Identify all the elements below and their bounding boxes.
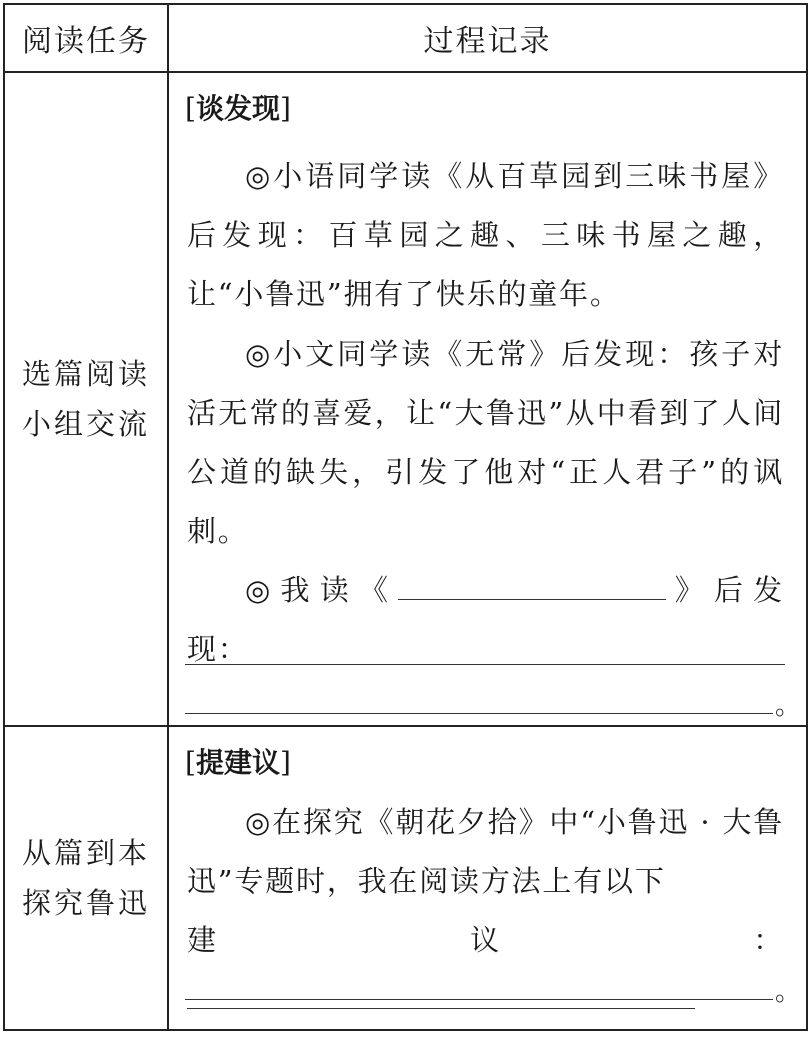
task-label-line1: 从篇到本 — [21, 836, 150, 870]
table-header-row — [4, 4, 807, 72]
end-period: 。 — [775, 977, 802, 1007]
section-title: 谈发现 — [195, 92, 280, 125]
table-row — [4, 72, 807, 726]
finding-paragraph-3: ◎我读《 》后发现： — [187, 561, 784, 679]
header-process-record: 过程记录 — [168, 4, 807, 72]
book-title-blank[interactable] — [398, 563, 666, 600]
record-cell-suggestions — [168, 726, 807, 1030]
task-label-line2: 小组交流 — [21, 407, 150, 441]
finding-paragraph-1: ◎小语同学读《从百草园到三味书屋》后发现：百草园之趣、三味书屋之趣，让“小鲁迅”拥有了快乐的童年。 — [187, 159, 784, 311]
task-cell-explore-luxun — [4, 726, 168, 1030]
table-row — [4, 726, 807, 1030]
section-heading-findings: [谈发现] — [185, 92, 291, 125]
task-label-line1: 选篇阅读 — [21, 357, 150, 391]
finding-paragraph-2: ◎小文同学读《无常》后发现：孩子对活无常的喜爱，让“大鲁迅”从中看到了人间公道的缺失，引发了他对“正人君子”的讽刺。 — [187, 337, 784, 548]
section-title: 提建议 — [195, 746, 280, 779]
end-period: 。 — [775, 691, 802, 721]
header-reading-task: 阅读任务 — [4, 4, 168, 72]
suggestion-prompt: 建议： — [187, 911, 784, 1029]
answer-line-1[interactable] — [185, 664, 785, 665]
suggestion-blank-1[interactable] — [187, 978, 695, 1009]
suggestion-blank-2[interactable] — [185, 999, 773, 1000]
reading-record-table — [3, 3, 808, 1031]
record-cell-findings — [168, 72, 807, 726]
answer-line-2[interactable] — [185, 713, 773, 714]
section-heading-suggestions: [提建议] — [185, 746, 291, 779]
suggestion-paragraph: ◎在探究《朝花夕拾》中“小鲁迅 · 大鲁迅”专题时，我在阅读方法上有以下 — [187, 805, 784, 898]
task-cell-select-read — [4, 72, 168, 726]
task-label-line2: 探究鲁迅 — [21, 886, 150, 920]
